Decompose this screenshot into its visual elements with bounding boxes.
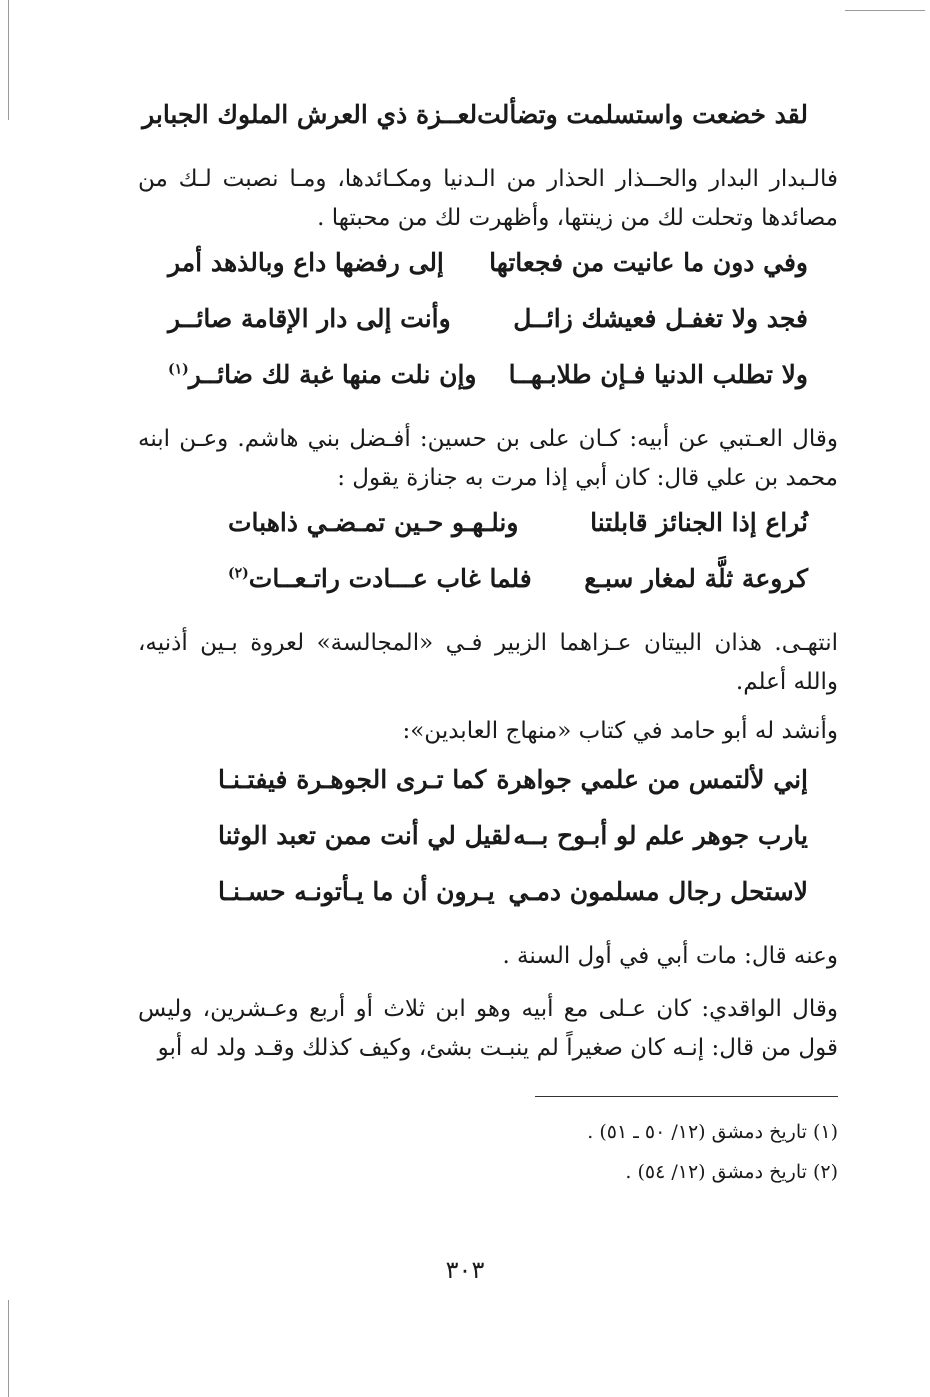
verse-second-hemistich: لقيل لي أنت ممن تعبد الوثنا [218, 821, 512, 850]
scan-edge-line [845, 10, 925, 11]
verse-line [138, 248, 838, 304]
verse-second-hemistich: لعــزة ذي العرش الملوك الجبابر [142, 100, 478, 129]
prose-paragraph: وأنشد له أبو حامد في كتاب «منهاج العابدين»: [402, 718, 838, 744]
verse-second-hemistich [138, 564, 532, 593]
prose-paragraph: فالـبدار البدار والحــذار الحذار من الـدنيا ومكـائدها، ومـا نصبت لـك من مصائدها وتحلت لك من زينتها، وأظهرت لك من محبتها . [138, 166, 838, 231]
verse-second-hemistich: إلى رفضها داع وبالذهد أمر [168, 248, 444, 277]
verse-first-hemistich: وفي دون ما عانيت من فجعاتها [489, 248, 808, 277]
verse-line [138, 821, 838, 877]
verse-second-hemistich: يـرون أن ما يـأتونـه حسـنـا [218, 877, 495, 906]
verse-first-hemistich: نُراع إذا الجنائز قابلتنا [590, 508, 808, 537]
scan-edge-line [8, 1300, 9, 1397]
prose-paragraph: وقال العـتبي عن أبيه: كـان على بن حسين: أفـضل بني هاشم. وعـن ابنه محمد بن علي قال: كان أبي إذا مرت به جنازة يقول : [138, 426, 838, 491]
footnotes [587, 1112, 838, 1192]
verse-line [138, 360, 838, 416]
verse-first-hemistich: يارب جوهر علم لو أبـوح بــه [513, 821, 808, 850]
footnote-marker: (٢) [228, 565, 249, 582]
verse-first-hemistich: إني لألتمس من علمي جواهرة [496, 765, 808, 794]
footnote: (٢) تاريخ دمشق (١٢/ ٥٤) . [625, 1161, 838, 1183]
verse-line [138, 877, 838, 933]
verse-block-3 [138, 508, 838, 620]
verse-block-4 [138, 765, 838, 933]
page-body [138, 100, 838, 1078]
verse-text: وإن نلت منها غبة لك ضائــر [188, 360, 477, 389]
page-number: ٣٠٣ [445, 1256, 485, 1284]
verse-first-hemistich: لاستحل رجال مسلمون دمـي [508, 877, 808, 906]
verse-line [138, 100, 838, 156]
verse-line [138, 765, 838, 821]
verse-second-hemistich [138, 360, 477, 389]
prose-paragraph: وقال الواقدي: كان عـلى مع أبيه وهو ابن ثلاث أو أربع وعـشرين، وليس قول من قال: إنـه كان صغيراً لم ينبـت بشئ، وكيف كذلك وقـد ولد له أبو [138, 996, 838, 1061]
verse-text: فلما غاب عـــادت راتـعــات [248, 564, 532, 593]
verse-first-hemistich: فجد ولا تغفـل فعيشك زائــل [513, 304, 808, 333]
footnote: (١) تاريخ دمشق (١٢/ ٥٠ ـ ٥١) . [587, 1121, 838, 1143]
verse-block-1 [138, 100, 838, 156]
verse-second-hemistich: وأنت إلى دار الإقامة صائــر [168, 304, 451, 333]
scan-edge-line [8, 0, 9, 120]
prose-paragraph: انتهـى. هذان البيتان عـزاهما الزبير فـي «المجالسة» لعروة بـين أذنيه، والله أعلم. [138, 630, 838, 695]
footnote-separator [535, 1096, 838, 1097]
verse-second-hemistich: ونلـهـو حـين تمـضـي ذاهبات [228, 508, 519, 537]
verse-second-hemistich: كما تـرى الجوهـرة فيفتـنـا [218, 765, 487, 794]
prose-paragraph: وعنه قال: مات أبي في أول السنة . [502, 943, 838, 969]
verse-first-hemistich: كروعة ثلَّة لمغار سبـع [584, 564, 808, 593]
verse-line [138, 304, 838, 360]
verse-first-hemistich: ولا تطلب الدنيا فـإن طلابـهــا [508, 360, 808, 389]
verse-line [138, 508, 838, 564]
verse-block-2 [138, 248, 838, 416]
verse-first-hemistich: لقد خضعت واستسلمت وتضألت [477, 100, 808, 129]
verse-line [138, 564, 838, 620]
footnote-marker: (١) [168, 361, 189, 378]
